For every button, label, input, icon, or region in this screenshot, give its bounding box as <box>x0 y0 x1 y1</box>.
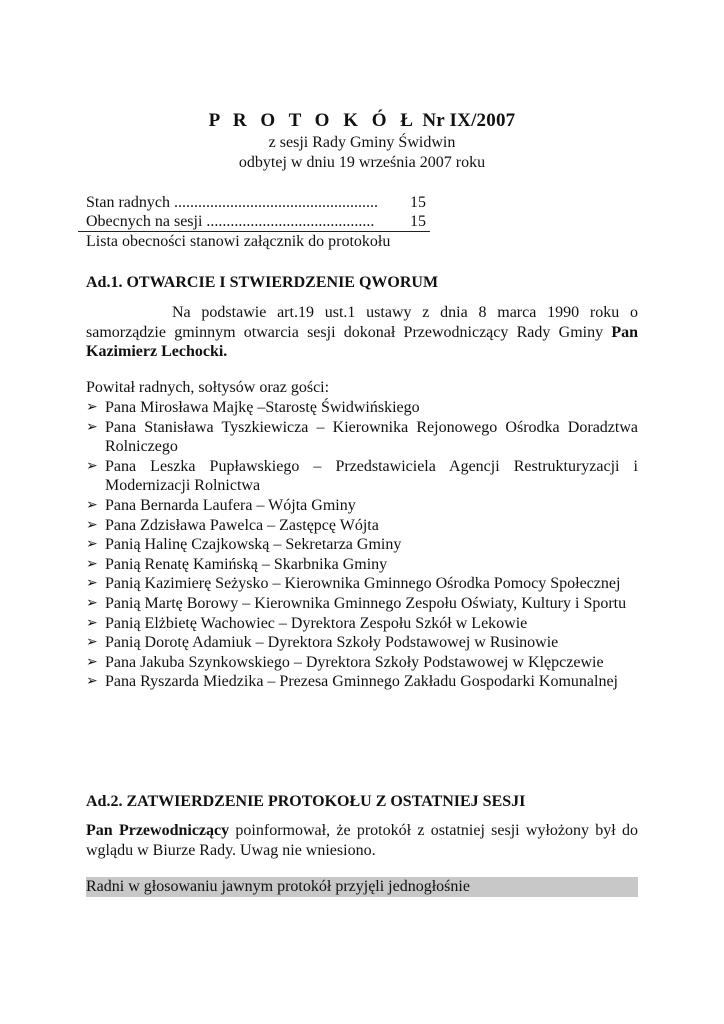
section1-paragraph <box>86 303 638 362</box>
guest-list-item <box>86 672 638 692</box>
obecnych-line <box>86 212 426 231</box>
arrow-bullet-icon: ➢ <box>86 654 98 670</box>
guest-list-item <box>86 574 638 594</box>
document-subtitle: z sesji Rady Gminy Świdwin <box>268 134 456 151</box>
section2-paragraph-text: poinformował, że protokół z ostatniej sesji wyłożony był do wglądu w Biurze Rady. Uwag nie wniesiono. <box>86 822 639 859</box>
guest-text: Pana Stanisława Tyszkiewicza – Kierownika Rejonowego Ośrodka Doradztwa Rolniczego <box>105 418 638 456</box>
arrow-bullet-icon: ➢ <box>86 400 98 415</box>
obecnych-label: Obecnych na sesji <box>86 213 203 230</box>
guest-text: Pana Ryszarda Miedzika – Prezesa Gminnego Zakładu Gospodarki Komunalnej <box>105 673 618 691</box>
guest-text: Pana Zdzisława Pawelca – Zastępcę Wójta <box>105 516 379 534</box>
guest-text: Pana Jakuba Szynkowskiego – Dyrektora Szkoły Podstawowej w Klępczewie <box>105 653 604 671</box>
arrow-bullet-icon: ➢ <box>86 674 98 690</box>
attendance-note: Lista obecności stanowi załącznik do protokołu <box>86 233 391 250</box>
document-title <box>0 110 724 132</box>
guest-text: Pana Bernarda Laufera – Wójta Gminy <box>105 496 356 514</box>
guest-list-item <box>86 457 638 496</box>
guest-list-item <box>86 418 638 457</box>
arrow-bullet-icon: ➢ <box>86 635 98 651</box>
obecnych-value: 15 <box>410 213 426 230</box>
guest-text: Panią Kazimierę Seżysko – Kierownika Gminnego Ośrodka Pomocy Społecznej <box>105 575 621 593</box>
section2-heading: Ad.2. ZATWIERDZENIE PROTOKOŁU Z OSTATNIEJ SESJI <box>86 793 526 810</box>
guest-list-item <box>86 653 638 673</box>
stan-radnych-value: 15 <box>410 194 426 211</box>
guest-list <box>86 398 638 692</box>
arrow-bullet-icon: ➢ <box>86 497 98 513</box>
guest-list-item <box>86 398 638 418</box>
title-protokol: P R O T O K Ó Ł <box>208 110 418 131</box>
arrow-bullet-icon: ➢ <box>86 576 98 592</box>
guest-text: Panią Elżbietę Wachowiec – Dyrektora Zespołu Szkół w Lekowie <box>105 614 528 632</box>
section1-paragraph-text: Na podstawie art.19 ust.1 ustawy z dnia 8 marca 1990 roku o samorządzie gminnym otwarcia sesji dokonał Przewodniczący Rady Gminy <box>86 304 638 341</box>
arrow-bullet-icon: ➢ <box>86 458 98 474</box>
arrow-bullet-icon: ➢ <box>86 517 98 533</box>
attendance-divider <box>78 231 430 232</box>
guest-list-item <box>86 555 638 575</box>
document-header <box>0 110 724 173</box>
guest-text: Pana Leszka Pupławskiego – Przedstawiciela Agencji Restrukturyzacji i Modernizacji Rolnictwa <box>105 457 638 495</box>
guest-text: Panią Dorotę Adamiuk – Dyrektora Szkoły Podstawowej w Rusinowie <box>105 634 559 652</box>
guest-list-item <box>86 535 638 555</box>
greeting-line: Powitał radnych, sołtysów oraz gości: <box>86 379 330 396</box>
arrow-bullet-icon: ➢ <box>86 615 98 631</box>
guest-text: Panią Renatę Kamińską – Skarbnika Gminy <box>105 555 388 573</box>
arrow-bullet-icon: ➢ <box>86 419 98 435</box>
chairman-name: Pan Kazimierz Lechocki. <box>86 323 639 360</box>
chairman-label: Pan Przewodniczący <box>86 822 230 839</box>
stan-radnych-line <box>86 193 426 212</box>
guest-list-item <box>86 516 638 536</box>
section2-paragraph <box>86 821 638 860</box>
document-date-line: odbytej w dniu 19 września 2007 roku <box>238 154 486 171</box>
arrow-bullet-icon: ➢ <box>86 595 98 611</box>
arrow-bullet-icon: ➢ <box>86 556 98 572</box>
stan-radnych-label: Stan radnych <box>86 194 170 211</box>
stan-radnych-dots: ................................................... <box>173 194 378 211</box>
obecnych-dots: .......................................... <box>206 213 375 230</box>
title-number: Nr IX/2007 <box>422 110 516 131</box>
guest-list-item <box>86 496 638 516</box>
vote-result-highlight: Radni w głosowaniu jawnym protokół przyjęli jednogłośnie <box>86 877 638 897</box>
guest-text: Panią Halinę Czajkowską – Sekretarza Gminy <box>105 536 402 554</box>
guest-text: Pana Mirosława Majkę –Starostę Świdwińskiego <box>105 399 420 416</box>
guest-list-item <box>86 633 638 653</box>
guest-list-item <box>86 594 638 614</box>
guest-list-item <box>86 614 638 634</box>
guest-text: Panią Martę Borowy – Kierownika Gminnego Zespołu Oświaty, Kultury i Sportu <box>105 594 627 612</box>
attendance-block <box>86 193 446 252</box>
section1-heading: Ad.1. OTWARCIE I STWIERDZENIE QWORUM <box>86 274 439 291</box>
arrow-bullet-icon: ➢ <box>86 537 98 553</box>
